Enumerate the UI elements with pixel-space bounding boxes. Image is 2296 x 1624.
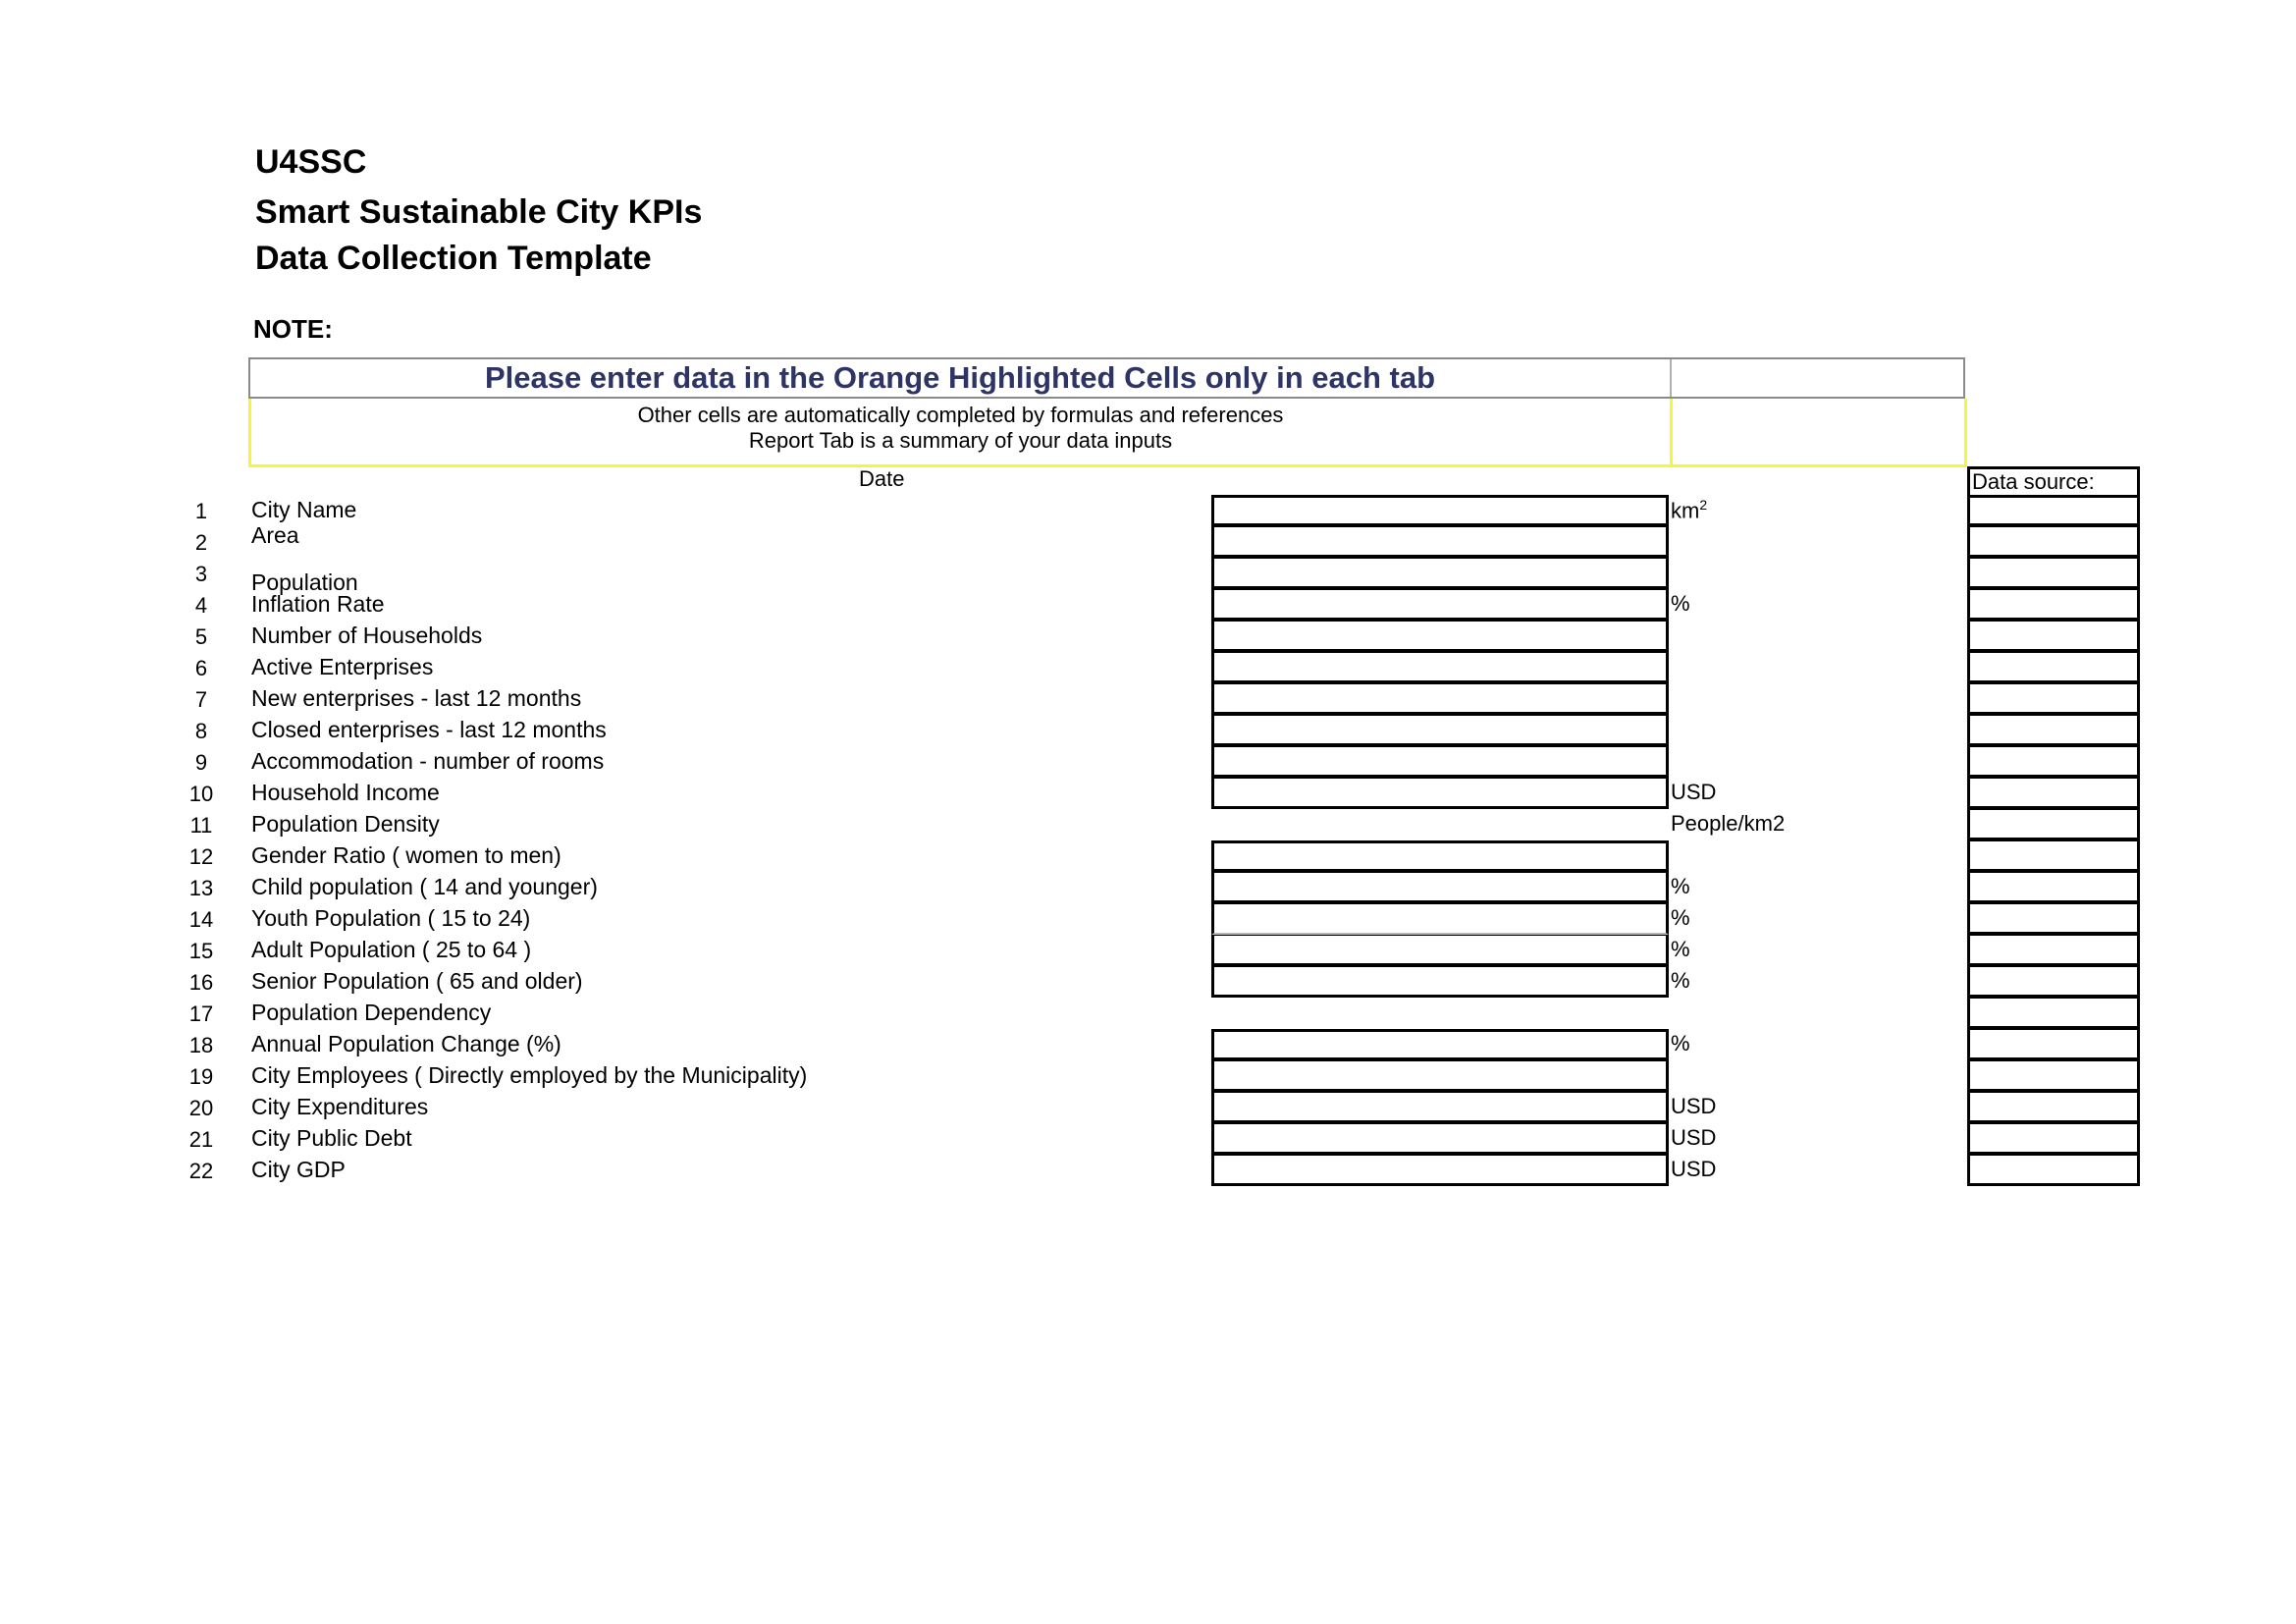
- row-unit-text: km: [1671, 498, 1700, 523]
- table-row: [0, 652, 2296, 683]
- header-line-template: Data Collection Template: [255, 240, 652, 277]
- data-source-cell[interactable]: [1967, 589, 2140, 621]
- row-unit-text: %: [1671, 1031, 1690, 1056]
- table-row: [0, 872, 2296, 903]
- table-row: [0, 522, 2296, 558]
- row-label: Adult Population ( 25 to 64 ): [251, 937, 532, 962]
- row-unit-text: %: [1671, 874, 1690, 898]
- data-source-cell[interactable]: [1967, 1092, 2140, 1123]
- data-source-cell[interactable]: [1967, 935, 2140, 966]
- row-label: Youth Population ( 15 to 24): [251, 905, 531, 931]
- value-input-cell[interactable]: [1211, 840, 1669, 872]
- row-label: Inflation Rate: [251, 591, 385, 617]
- notice-line-formulas: Other cells are automatically completed by formulas and references: [637, 403, 1284, 427]
- data-source-column-label: Data source:: [1967, 466, 2140, 496]
- data-source-cell[interactable]: [1967, 872, 2140, 903]
- value-input-cell[interactable]: [1211, 683, 1669, 715]
- data-source-cell[interactable]: [1967, 746, 2140, 778]
- notice-box: [248, 357, 1967, 467]
- data-source-cell[interactable]: [1967, 840, 2140, 872]
- row-number: 20: [188, 1096, 214, 1120]
- data-source-cell[interactable]: [1967, 621, 2140, 652]
- table-row: [0, 840, 2296, 872]
- value-input-cell[interactable]: [1211, 495, 1669, 526]
- date-column-label: Date: [859, 466, 905, 491]
- row-number: 11: [189, 813, 213, 838]
- table-row: [0, 809, 2296, 840]
- data-source-cell[interactable]: [1967, 495, 2140, 526]
- row-label: Gender Ratio ( women to men): [251, 842, 561, 868]
- row-label: Accommodation - number of rooms: [251, 748, 605, 774]
- value-input-cell[interactable]: [1211, 1092, 1669, 1123]
- row-unit: [1671, 1157, 1716, 1182]
- table-row: [0, 495, 2296, 526]
- data-source-cell[interactable]: [1967, 558, 2140, 589]
- row-unit: [1671, 1094, 1716, 1119]
- table-row: [0, 558, 2296, 595]
- row-unit-text: USD: [1671, 1125, 1717, 1150]
- row-number: 21: [188, 1127, 214, 1152]
- value-input-cell[interactable]: [1211, 746, 1669, 778]
- value-input-cell[interactable]: [1211, 621, 1669, 652]
- table-row: [0, 621, 2296, 652]
- row-label: Area: [251, 522, 299, 548]
- row-number: 14: [188, 907, 214, 932]
- value-input-cell[interactable]: [1211, 526, 1669, 558]
- row-unit: [1671, 497, 1707, 523]
- notice-info-cell: [248, 399, 1967, 467]
- row-number: 16: [188, 970, 214, 995]
- value-input-cell[interactable]: [1211, 652, 1669, 683]
- row-label: Population Density: [251, 811, 440, 837]
- header-line-u4ssc: U4SSC: [255, 143, 367, 181]
- data-source-cell[interactable]: [1967, 1060, 2140, 1092]
- data-source-cell[interactable]: [1967, 652, 2140, 683]
- table-row: [0, 683, 2296, 715]
- table-row: [0, 1060, 2296, 1092]
- row-unit-text: %: [1671, 968, 1690, 993]
- row-unit: [1671, 1125, 1716, 1151]
- table-row: [0, 589, 2296, 621]
- row-number: 22: [188, 1159, 214, 1183]
- row-number: 15: [188, 939, 214, 963]
- table-row: [0, 1092, 2296, 1123]
- table-row: [0, 935, 2296, 966]
- row-label: Active Enterprises: [251, 654, 434, 679]
- table-row: [0, 746, 2296, 778]
- data-source-cell[interactable]: [1967, 1155, 2140, 1186]
- table-row: [0, 903, 2296, 935]
- row-number: 8: [194, 719, 208, 743]
- row-unit-text: USD: [1671, 780, 1717, 804]
- notice-headline-cell: [248, 357, 1965, 399]
- row-unit: [1671, 874, 1690, 899]
- row-number: 1: [194, 499, 208, 523]
- row-label: City Name: [251, 497, 357, 522]
- value-input-cell[interactable]: [1211, 589, 1669, 621]
- header-line-kpis: Smart Sustainable City KPIs: [255, 193, 703, 231]
- value-input-cell[interactable]: [1211, 1155, 1669, 1186]
- row-label: City Employees ( Directly employed by the Municipality): [251, 1062, 808, 1088]
- value-input-cell[interactable]: [1211, 1029, 1669, 1060]
- data-source-cell[interactable]: [1967, 778, 2140, 809]
- data-source-cell[interactable]: [1967, 966, 2140, 998]
- row-number: 18: [188, 1033, 214, 1057]
- row-label: Population: [251, 569, 358, 595]
- value-input-cell[interactable]: [1211, 558, 1669, 589]
- row-number: 2: [194, 530, 208, 555]
- table-row: [0, 778, 2296, 809]
- row-unit-text: USD: [1671, 1157, 1717, 1181]
- row-label: Senior Population ( 65 and older): [251, 968, 583, 994]
- row-unit-text: USD: [1671, 1094, 1717, 1118]
- data-source-cell[interactable]: [1967, 998, 2140, 1029]
- row-label: City Expenditures: [251, 1094, 429, 1119]
- table-row: [0, 966, 2296, 998]
- row-number: 4: [194, 593, 208, 618]
- row-unit-text: People/km2: [1671, 811, 1786, 836]
- table-row: [0, 1029, 2296, 1060]
- row-number: 5: [194, 624, 208, 649]
- data-source-cell[interactable]: [1967, 1029, 2140, 1060]
- row-label: Population Dependency: [251, 1000, 492, 1025]
- row-unit: [1671, 937, 1690, 962]
- row-unit-text: %: [1671, 591, 1690, 616]
- value-input-cell[interactable]: [1211, 1123, 1669, 1155]
- row-unit: [1671, 1031, 1690, 1056]
- data-source-cell[interactable]: [1967, 715, 2140, 746]
- value-input-cell[interactable]: [1211, 872, 1669, 903]
- row-label: Closed enterprises - last 12 months: [251, 717, 607, 742]
- value-input-cell[interactable]: [1211, 778, 1669, 809]
- row-label: City Public Debt: [251, 1125, 412, 1151]
- row-unit-superscript: 2: [1699, 497, 1708, 513]
- row-unit-text: %: [1671, 905, 1690, 930]
- row-number: 3: [194, 562, 208, 586]
- row-unit: [1671, 591, 1690, 617]
- data-source-cell[interactable]: [1967, 809, 2140, 840]
- value-input-cell[interactable]: [1211, 966, 1669, 998]
- data-source-cell[interactable]: [1967, 526, 2140, 558]
- table-row: [0, 1123, 2296, 1155]
- row-number: 6: [194, 656, 208, 680]
- row-number: 17: [188, 1001, 214, 1026]
- row-unit: [1671, 968, 1690, 994]
- value-input-cell[interactable]: [1211, 1060, 1669, 1092]
- data-source-cell[interactable]: [1967, 1123, 2140, 1155]
- row-label: Number of Households: [251, 623, 483, 648]
- value-input-cell[interactable]: [1211, 935, 1669, 966]
- row-label: City GDP: [251, 1157, 346, 1182]
- notice-line-report: Report Tab is a summary of your data inputs: [748, 428, 1173, 453]
- row-unit: [1671, 780, 1716, 805]
- row-unit-text: %: [1671, 937, 1690, 961]
- table-row: [0, 998, 2296, 1029]
- row-number: 7: [194, 687, 208, 712]
- row-unit: [1671, 811, 1785, 837]
- row-number: 10: [188, 782, 214, 806]
- row-label: Household Income: [251, 780, 440, 805]
- row-number: 12: [188, 844, 214, 869]
- row-label: New enterprises - last 12 months: [251, 685, 582, 711]
- table-row: [0, 715, 2296, 746]
- value-input-cell[interactable]: [1211, 715, 1669, 746]
- data-source-cell[interactable]: [1967, 903, 2140, 935]
- data-source-cell[interactable]: [1967, 683, 2140, 715]
- row-number: 19: [188, 1064, 214, 1089]
- row-label: Annual Population Change (%): [251, 1031, 561, 1056]
- value-input-cell[interactable]: [1211, 903, 1669, 935]
- note-label: NOTE:: [253, 314, 333, 344]
- row-number: 13: [188, 876, 214, 900]
- table-row: [0, 1155, 2296, 1186]
- notice-headline: Please enter data in the Orange Highlighted Cells only in each tab: [484, 360, 1436, 395]
- row-number: 9: [194, 750, 208, 775]
- row-unit: [1671, 905, 1690, 931]
- row-label: Child population ( 14 and younger): [251, 874, 598, 899]
